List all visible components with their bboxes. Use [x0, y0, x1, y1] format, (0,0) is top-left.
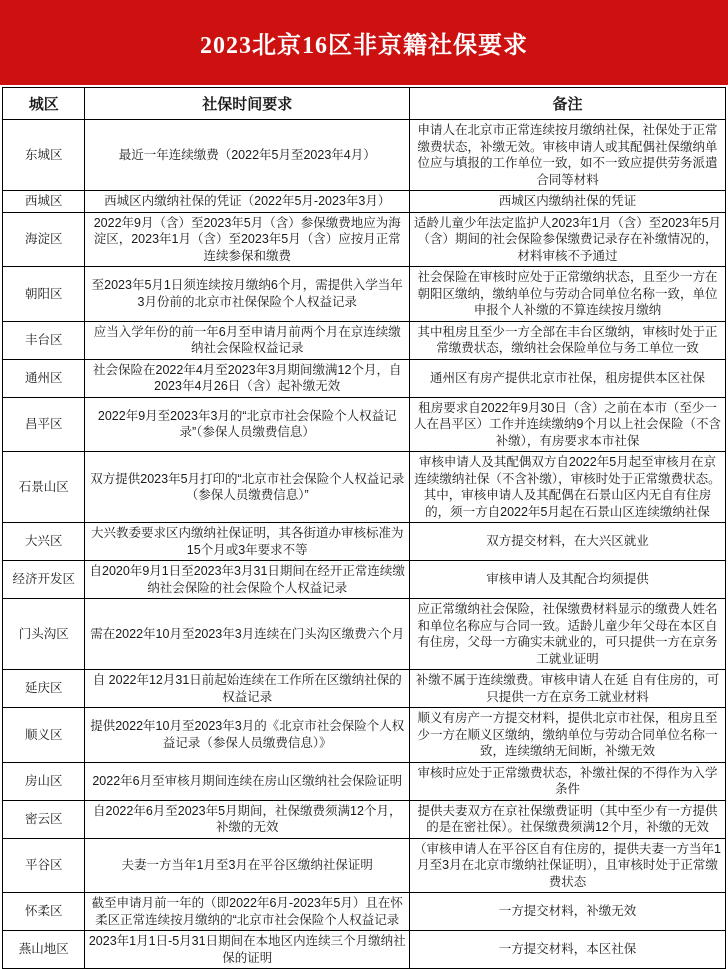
district-cell: 燕山地区: [3, 931, 85, 969]
requirement-cell: 双方提供2023年5月打印的“北京市社会保险个人权益记录（参保人员缴费信息）”: [85, 452, 410, 523]
note-cell: 一方提交材料，补缴无效: [410, 893, 726, 931]
note-cell: 通州区有房产提供北京市社保，租房提供本区社保: [410, 359, 726, 397]
table-row: [3, 191, 726, 213]
table-row: [3, 397, 726, 452]
district-cell: 朝阳区: [3, 267, 85, 322]
district-cell: 东城区: [3, 120, 85, 191]
note-cell: 提供夫妻双方在京社保缴费证明（其中至少有一方提供的是在密社保）。社保缴费须满12个月，补缴的无效: [410, 800, 726, 838]
note-cell: 适龄儿童少年法定监护人2023年1月（含）至2023年5月（含）期间的社会保险参保缴费记录存在补缴情况的，材料审核不予通过: [410, 212, 726, 267]
table-header-row: [3, 88, 726, 120]
requirement-cell: 大兴教委要求区内缴纳社保证明，其各街道办审核标准为15个月或3年要求不等: [85, 523, 410, 561]
note-cell: 其中租房且至少一方全部在丰台区缴纳，审核时处于正常缴费状态，缴纳社会保险单位与务工单位一致: [410, 321, 726, 359]
requirement-cell: 2022年6月至审核月期间连续在房山区缴纳社会保险证明: [85, 762, 410, 800]
table-row: [3, 670, 726, 708]
table-row: [3, 452, 726, 523]
note-cell: 一方提交材料，本区社保: [410, 931, 726, 969]
table-row: [3, 800, 726, 838]
district-cell: 密云区: [3, 800, 85, 838]
note-cell: 社会保险在审核时应处于正常缴纳状态，且至少一方在朝阳区缴纳，缴纳单位与劳动合同单位名称一致，单位申报个人补缴的不算连续按月缴纳: [410, 267, 726, 322]
requirement-cell: 夫妻一方当年1月至3月在平谷区缴纳社保证明: [85, 838, 410, 893]
table-row: [3, 838, 726, 893]
page-title: 2023北京16区非京籍社保要求: [200, 33, 528, 59]
table-row: [3, 120, 726, 191]
header-note: 备注: [410, 88, 726, 120]
district-cell: 昌平区: [3, 397, 85, 452]
requirement-cell: 截至申请月前一年的（即2022年6月-2023年5月）且在怀柔区正常连续按月缴纳的“北京市社会保险个人权益记录: [85, 893, 410, 931]
district-cell: 平谷区: [3, 838, 85, 893]
district-cell: 石景山区: [3, 452, 85, 523]
table-row: [3, 931, 726, 969]
requirement-cell: 社会保险在2022年4月至2023年3月期间缴满12个月，自2023年4月26日（含）起补缴无效: [85, 359, 410, 397]
header-requirement: 社保时间要求: [85, 88, 410, 120]
requirement-cell: 自 2022年12月31日前起始连续在工作所在区缴纳社保的权益记录: [85, 670, 410, 708]
district-cell: 海淀区: [3, 212, 85, 267]
district-cell: 房山区: [3, 762, 85, 800]
district-cell: 门头沟区: [3, 599, 85, 670]
table-row: [3, 359, 726, 397]
table-row: [3, 708, 726, 763]
note-cell: 审核申请人及其配偶双方自2022年5月起至审核月在京连续缴纳社保（不含补缴），审核时处于正常缴费状态。其中，审核申请人及其配偶在石景山区内无自有住房的，须一方自2022年5月起在石景山区连续缴纳社保: [410, 452, 726, 523]
table-row: [3, 212, 726, 267]
district-cell: 怀柔区: [3, 893, 85, 931]
requirement-cell: 需在2022年10月至2023年3月连续在门头沟区缴费六个月: [85, 599, 410, 670]
requirement-cell: 2022年9月至2023年3月的“北京市社会保险个人权益记录”（参保人员缴费信息）: [85, 397, 410, 452]
requirement-cell: 提供2022年10月至2023年3月的《北京市社会保险个人权益记录（参保人员缴费信息）》: [85, 708, 410, 763]
table-row: [3, 321, 726, 359]
district-cell: 大兴区: [3, 523, 85, 561]
table-row: [3, 267, 726, 322]
requirement-cell: 自2022年6月至2023年5月期间，社保缴费须满12个月，补缴的无效: [85, 800, 410, 838]
district-cell: 通州区: [3, 359, 85, 397]
note-cell: 补缴不属于连续缴费。审核申请人在延 自有住房的，可只提供一方在京务工就业材料: [410, 670, 726, 708]
district-cell: 顺义区: [3, 708, 85, 763]
district-cell: 丰台区: [3, 321, 85, 359]
district-cell: 延庆区: [3, 670, 85, 708]
requirement-cell: 2022年9月（含）至2023年5月（含）参保缴费地应为海淀区，2023年1月（含）至2023年5月（含）应按月正常连续参保和缴费: [85, 212, 410, 267]
header-district: 城区: [3, 88, 85, 120]
table-row: [3, 762, 726, 800]
table-row: [3, 523, 726, 561]
note-cell: 租房要求自2022年9月30日（含）之前在本市（至少一人在昌平区）工作并连续缴纳9个月以上社会保险（不含补缴），有房要求本市社保: [410, 397, 726, 452]
requirement-cell: 至2023年5月1日须连续按月缴纳6个月，需提供入学当年3月份前的北京市社保保险个人权益记录: [85, 267, 410, 322]
district-cell: 经济开发区: [3, 561, 85, 599]
requirement-cell: 西城区内缴纳社保的凭证（2022年5月-2023年3月）: [85, 191, 410, 213]
note-cell: 申请人在北京市正常连续按月缴纳社保，社保处于正常缴费状态，补缴无效。审核申请人或其配偶社保缴纳单位应与填报的工作单位一致，如不一致应提供劳务派遣合同等材料: [410, 120, 726, 191]
requirement-cell: 自2020年9月1日至2023年3月31日期间在经开正常连续缴纳社会保险的社会保险个人权益记录: [85, 561, 410, 599]
note-cell: 西城区内缴纳社保的凭证: [410, 191, 726, 213]
district-cell: 西城区: [3, 191, 85, 213]
note-cell: 顺义有房产一方提交材料，提供北京市社保，租房且至少一方在顺义区缴纳，缴纳单位与劳动合同单位名称一致，连续缴纳无间断，补缴无效: [410, 708, 726, 763]
table-row: [3, 561, 726, 599]
requirement-cell: 应当入学年份的前一年6月至申请月前两个月在京连续缴纳社会保险权益记录: [85, 321, 410, 359]
note-cell: 审核申请人及其配合均须提供: [410, 561, 726, 599]
requirement-cell: 2023年1月1日-5月31日期间在本地区内连续三个月缴纳社保的证明: [85, 931, 410, 969]
requirement-cell: 最近一年连续缴费（2022年5月至2023年4月）: [85, 120, 410, 191]
title-banner: [0, 0, 728, 85]
table-row: [3, 599, 726, 670]
note-cell: 审核时应处于正常缴费状态，补缴社保的不得作为入学条件: [410, 762, 726, 800]
note-cell: （审核申请人在平谷区自有住房的，提供夫妻一方当年1月至3月在北京市缴纳社保证明），且审核时处于正常缴费状态: [410, 838, 726, 893]
social-security-table: [2, 87, 726, 969]
note-cell: 双方提交材料，在大兴区就业: [410, 523, 726, 561]
table-row: [3, 893, 726, 931]
note-cell: 应正常缴纳社会保险，社保缴费材料显示的缴费人姓名和单位名称应与合同一致。适龄儿童少年父母在本区自有住房，父母一方确实未就业的，可只提供一方在京务工就业证明: [410, 599, 726, 670]
